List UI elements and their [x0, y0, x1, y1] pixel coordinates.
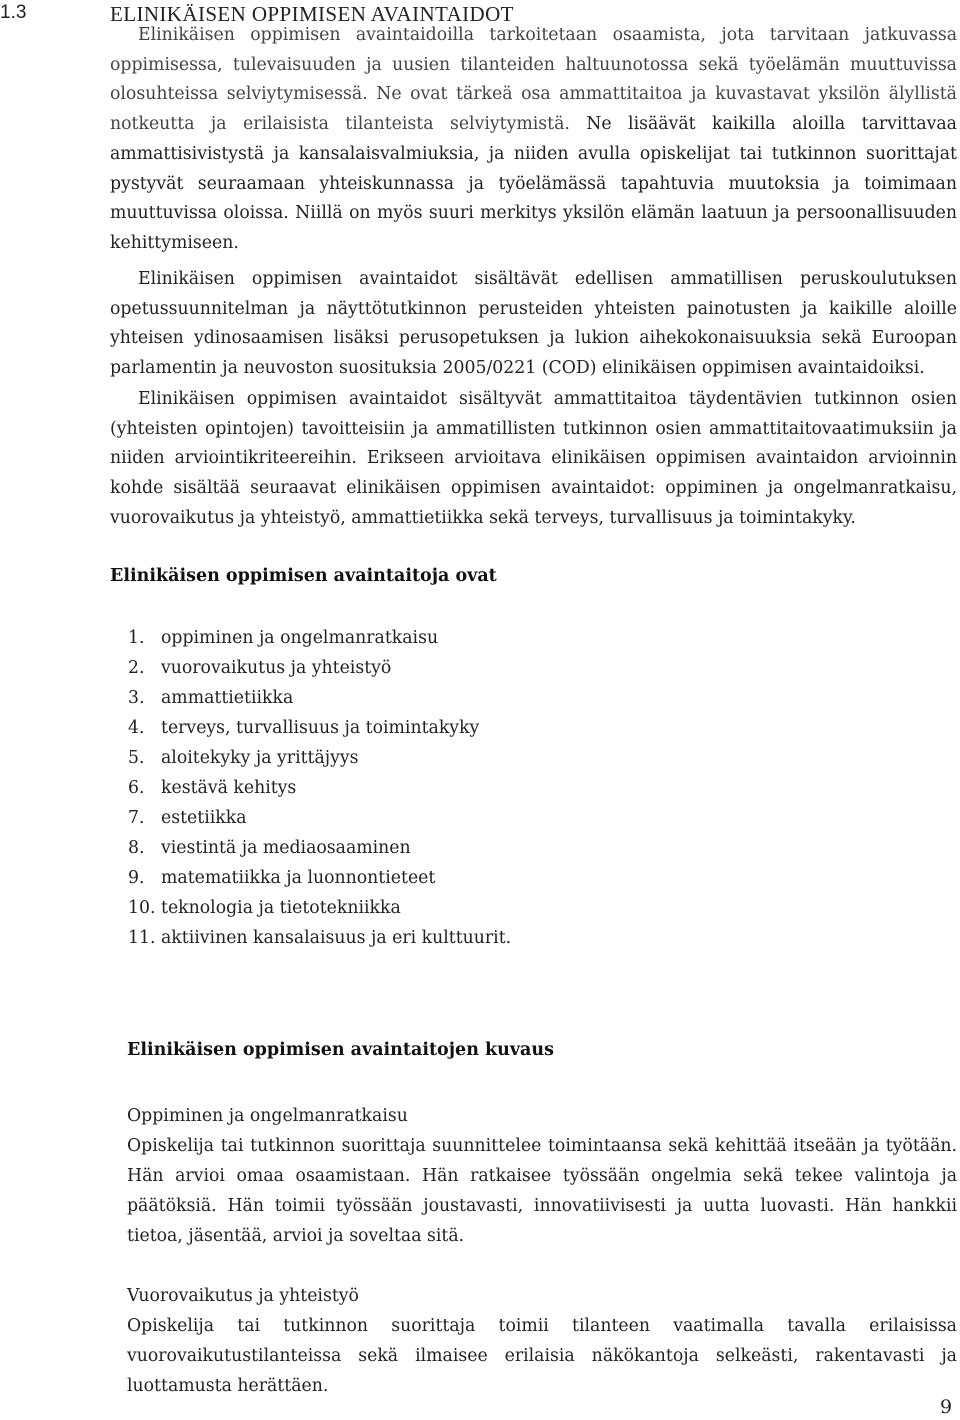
section-number: 1.3 [0, 2, 27, 23]
list-item: 6. kestävä kehitys [128, 778, 297, 798]
list-item: 1. oppiminen ja ongelmanratkaisu [128, 628, 439, 648]
page-number: 9 [940, 1396, 953, 1418]
description-body-2: Opiskelija tai tutkinnon suorittaja toimii tilanteen vaatimalla tavalla erilaisissa vuorovaikutustilanteissa sekä ilmaisee erilaisia näkökantoja selkeästi, rakentavasti ja luottamusta herättäen. [127, 1316, 957, 1396]
list-item: 8. viestintä ja mediaosaaminen [128, 838, 411, 858]
description-heading: Elinikäisen oppimisen avaintaitojen kuvaus [127, 1040, 554, 1060]
list-heading: Elinikäisen oppimisen avaintaitoja ovat [110, 566, 497, 586]
description-body-1: Opiskelija tai tutkinnon suorittaja suunnittelee toimintaansa sekä kehittää itseään ja työtään. Hän arvioi omaa osaamistaan. Hän ratkaisee työssään ongelmia sekä tekee valintoja ja päätöksiä. Hän toimii työssään joustavasti, innovatiivisesti ja uutta luovasti. Hän hankkii tietoa, jäsentää, arvioi ja soveltaa sitä. [127, 1136, 957, 1246]
list-item: 9. matematiikka ja luonnontieteet [128, 868, 436, 888]
list-item: 5. aloitekyky ja yrittäjyys [128, 748, 359, 768]
intro-paragraph-1-part-b: Ne lisäävät kaikilla aloilla tarvittavaa ammattisivistystä ja kansalaisvalmiuksia, ja niiden avulla opiskelijat tai tutkinnon suorittajat pystyvät seuraamaan yhteiskunnassa ja työelämässä tapahtuvia muutoksia ja toimimaan muuttuvissa oloissa. Niillä on myös suuri merkitys yksilön elämän laatuun ja persoonallisuuden kehittymiseen. [110, 114, 957, 253]
skills-list [128, 623, 511, 953]
intro-paragraph-1-part-a: Elinikäisen oppimisen avaintaidoilla tarkoitetaan osaamista, jota tarvitaan jatkuvassa oppimisessa, tulevaisuuden ja uusien tilanteiden haltuunotossa sekä työelämän muuttuvissa olosuhteissa selviytymisessä. Ne ovat tärkeä osa ammattitaitoa ja kuvastavat yksilön älyllistä notkeutta ja erilaisista tilanteista selviytymistä. [110, 25, 957, 135]
list-item: 7. estetiikka [128, 808, 247, 828]
intro-paragraph-1 [110, 21, 957, 259]
list-item: 11. aktiivinen kansalaisuus ja eri kulttuurit. [128, 928, 512, 948]
description-title-1: Oppiminen ja ongelmanratkaisu [127, 1106, 408, 1126]
section-title: ELINIKÄISEN OPPIMISEN AVAINTAIDOT [110, 2, 514, 26]
list-item: 2. vuorovaikutus ja yhteistyö [128, 658, 392, 678]
list-item: 4. terveys, turvallisuus ja toimintakyky [128, 718, 480, 738]
list-item: 3. ammattietiikka [128, 688, 294, 708]
intro-paragraph-3: Elinikäisen oppimisen avaintaidot sisältyvät ammattitaitoa täydentävien tutkinnon osien (yhteisten opintojen) tavoitteisiin ja ammatillisten tutkinnon osien ammattitaitovaatimuksiin ja niiden arviointikriteereihin. Erikseen arvioitava elinikäisen oppimisen avaintaidon arvioinnin kohde sisältää seuraavat elinikäisen oppimisen avaintaidot: oppiminen ja ongelmanratkaisu, vuorovaikutus ja yhteistyö, ammattietiikka sekä terveys, turvallisuus ja toimintakyky. [110, 389, 957, 528]
intro-paragraph-2: Elinikäisen oppimisen avaintaidot sisältävät edellisen ammatillisen peruskoulutuksen opetussuunnitelman ja näyttötutkinnon perusteiden yhteisten painotusten ja kaikille aloille yhteisen ydinosaamisen lisäksi perusopetuksen ja lukion aihekokonaisuuksia sekä Euroopan parlamentin ja neuvoston suosituksia 2005/0221 (COD) elinikäisen oppimisen avaintaidoiksi. [110, 269, 957, 379]
list-item: 10. teknologia ja tietotekniikka [128, 898, 401, 918]
description-title-2: Vuorovaikutus ja yhteistyö [127, 1286, 359, 1306]
